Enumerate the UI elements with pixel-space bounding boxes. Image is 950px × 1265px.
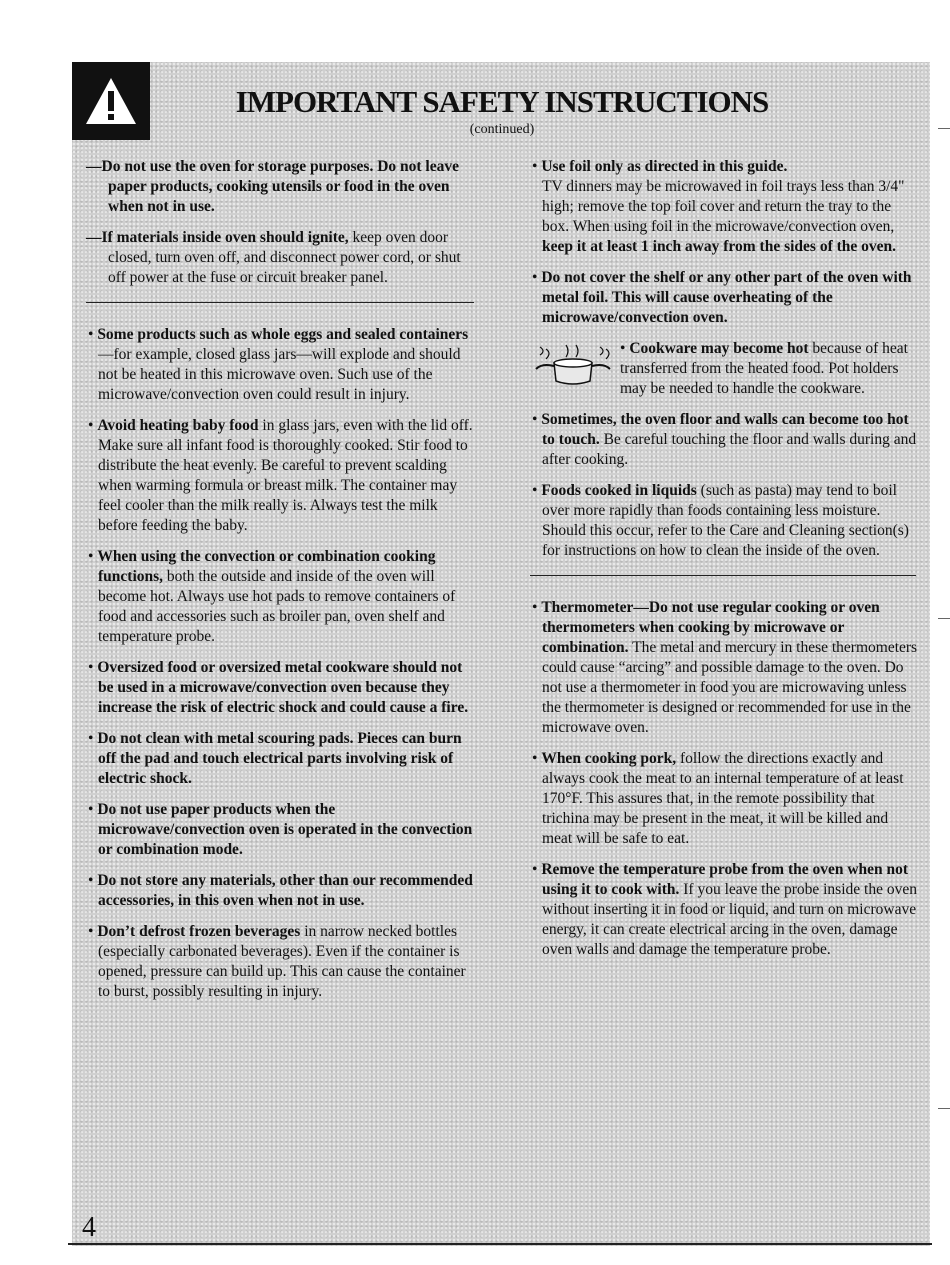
instruction-paper-products: • Do not use paper products when the microwave/convection oven is operated in the convection or combination mode. xyxy=(88,801,473,858)
edge-tick xyxy=(938,1108,950,1109)
right-column xyxy=(530,157,922,971)
instruction-oven-floor-hot: • Sometimes, the oven floor and walls can become too hot to touch. Be careful touching the floor and walls during and after cooking. xyxy=(532,411,917,468)
instruction-foil-shelf: • Do not cover the shelf or any other part of the oven with metal foil. This will cause overheating of the microwave/convection oven. xyxy=(532,269,912,326)
warning-badge xyxy=(72,62,150,140)
page-bottom-rule xyxy=(68,1243,932,1245)
instruction-foods-in-liquids: • Foods cooked in liquids (such as pasta) may tend to boil over more rapidly than foods containing less moisture. Should this occur, refer to the Care and Cleaning section(s) for instructions on how to clean the inside of the oven. xyxy=(532,482,909,559)
edge-tick xyxy=(938,618,950,619)
instruction-oversized-cookware: • Oversized food or oversized metal cookware should not be used in a microwave/convection oven because they increase the risk of electric shock and could cause a fire. xyxy=(88,659,469,716)
section-divider xyxy=(86,302,474,303)
instruction-thermometer: • Thermometer—Do not use regular cooking or oven thermometers when cooking by microwave or combination. The metal and mercury in these thermometers could cause “arcing” and possible damage to the oven. Do not use a thermometer in food you are microwaving unless the thermometer is designed or recommended for use in the microwave oven. xyxy=(532,599,918,736)
instruction-frozen-beverages: • Don’t defrost frozen beverages in narrow necked bottles (especially carbonated beverages). Even if the container is opened, pressure can build up. This can cause the container to burst, possibly resulting in injury. xyxy=(88,923,466,1000)
instruction-scouring-pads: • Do not clean with metal scouring pads. Pieces can burn off the pad and touch electrical parts involving risk of electric shock. xyxy=(88,730,462,787)
page-subtitle: (continued) xyxy=(469,122,535,137)
instruction-foil-use: • Use foil only as directed in this guide. TV dinners may be microwaved in foil trays less than 3/4" high; remove the top foil cover and return the tray to the box. When using foil in the microwave/convection oven, keep it at least 1 inch away from the sides of the oven. xyxy=(532,158,905,255)
instruction-store-materials: • Do not store any materials, other than our recommended accessories, in this oven when not in use. xyxy=(88,872,473,909)
manual-page xyxy=(72,62,930,1246)
edge-tick xyxy=(938,128,950,129)
section-divider xyxy=(530,575,916,576)
page-number: 4 xyxy=(82,1212,96,1243)
instruction-cooking-pork: • When cooking pork, follow the directions exactly and always cook the meat to an internal temperature of at least 170°F. This assures that, in the remote possibility that trichina may be present in the meat, it will be killed and meat will be safe to eat. xyxy=(532,750,904,847)
hot-pot-icon xyxy=(532,341,614,389)
instruction-ignite: —If materials inside oven should ignite, keep oven door closed, turn oven off, and disconnect power cord, or shut off power at the fuse or circuit breaker panel. xyxy=(86,229,461,286)
instruction-sealed-containers: • Some products such as whole eggs and sealed containers—for example, closed glass jars—will explode and should not be heated in this microwave oven. Such use of the microwave/convection oven could result in injury. xyxy=(88,326,469,403)
instruction-temperature-probe: • Remove the temperature probe from the oven when not using it to cook with. If you leave the probe inside the oven without inserting it in food or liquid, and turn on microwave energy, it can create electrical arcing in the oven, damage oven walls and damage the temperature probe. xyxy=(532,861,917,958)
instruction-convection-hot: • When using the convection or combination cooking functions, both the outside and inside of the oven will become hot. Always use hot pads to remove containers of food and accessories such as broiler pan, oven shelf and temperature probe. xyxy=(88,548,456,645)
page-title: IMPORTANT SAFETY INSTRUCTIONS xyxy=(235,84,769,119)
left-column xyxy=(86,157,476,1013)
instruction-storage: —Do not use the oven for storage purposes. Do not leave paper products, cooking utensils or food in the oven when not in use. xyxy=(86,158,459,215)
warning-triangle-icon xyxy=(84,76,138,126)
instruction-cookware-hot: • Cookware may become hot because of heat transferred from the heated food. Pot holders may be needed to handle the cookware. xyxy=(530,339,922,399)
instruction-baby-food: • Avoid heating baby food in glass jars, even with the lid off. Make sure all infant food is thoroughly cooked. Stir food to distribute the heat evenly. Be careful to prevent scalding when warming formula or breast milk. The container may feel cooler than the milk really is. Always test the milk before feeding the baby. xyxy=(88,417,473,534)
